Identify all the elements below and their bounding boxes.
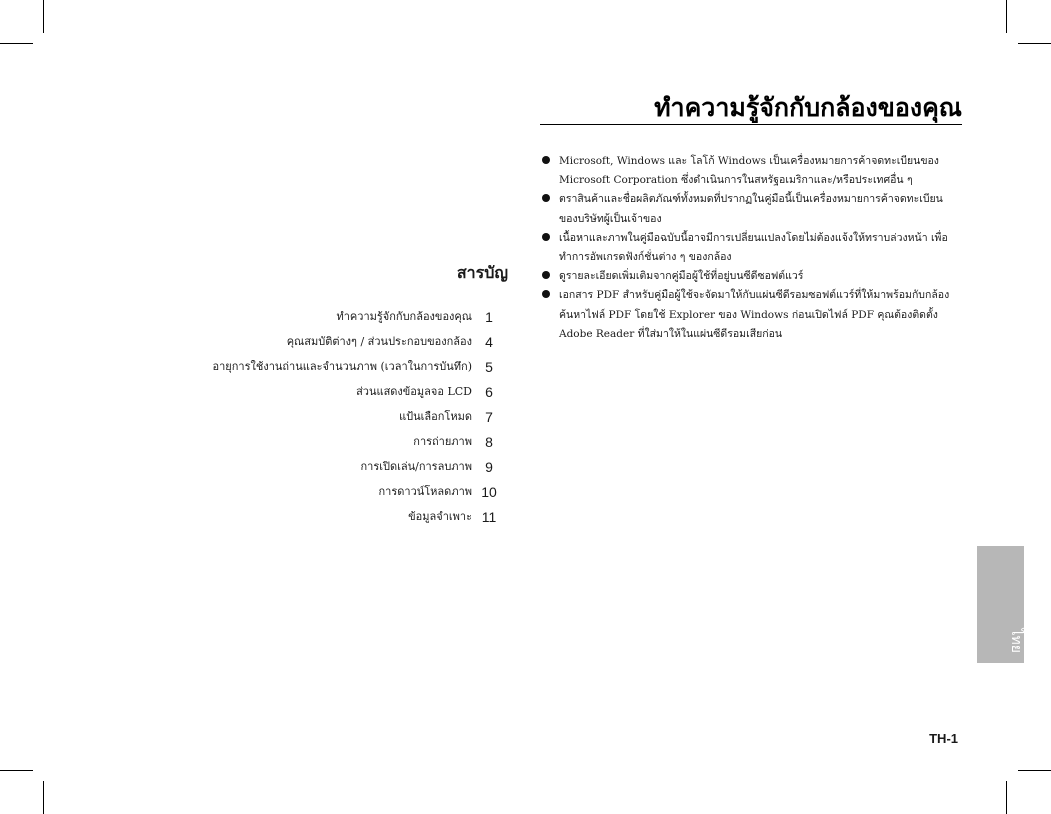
- title-divider: [540, 124, 962, 125]
- crop-mark: [1006, 0, 1007, 33]
- crop-mark: [43, 0, 44, 33]
- toc-entry-page: 5: [485, 359, 493, 375]
- toc-entry-page: 8: [485, 434, 493, 450]
- note-item: [540, 152, 950, 190]
- crop-mark: [43, 781, 44, 814]
- crop-mark: [1018, 770, 1051, 771]
- toc-heading: สารบัญ: [456, 263, 508, 282]
- toc-entry-label: การเปิดเล่น/การลบภาพ: [360, 460, 472, 473]
- crop-mark: [1006, 781, 1007, 814]
- crop-mark: [0, 43, 33, 44]
- toc-entry[interactable]: [150, 456, 502, 481]
- toc-entry[interactable]: [150, 406, 502, 431]
- note-item: [540, 286, 950, 344]
- bullet-icon: [542, 156, 550, 164]
- crop-mark: [0, 770, 33, 771]
- toc-entry-page: 11: [481, 509, 497, 525]
- table-of-contents: [150, 306, 502, 531]
- toc-entry-label: การถ่ายภาพ: [413, 435, 472, 448]
- toc-entry[interactable]: [150, 306, 502, 331]
- toc-entry-label: ส่วนแสดงข้อมูลจอ LCD: [356, 385, 472, 398]
- toc-entry[interactable]: [150, 356, 502, 381]
- note-text: ตราสินค้าและชื่อผลิตภัณฑ์ทั้งหมดที่ปรากฏในคู่มือนี้เป็นเครื่องหมายการค้าจดทะเบียนของบริษัทผู้เป็นเจ้าของ: [559, 193, 943, 225]
- note-text: เนื้อหาและภาพในคู่มือฉบับนี้อาจมีการเปลี่ยนแปลงโดยไม่ต้องแจ้งให้ทราบล่วงหน้า เพื่อทำการอัพเกรดฟังก์ชั่นต่าง ๆ ของกล้อง: [559, 231, 948, 264]
- toc-entry[interactable]: [150, 481, 502, 506]
- toc-entry-page: 10: [481, 484, 497, 500]
- toc-entry-label: คุณสมบัติต่างๆ / ส่วนประกอบของกล้อง: [286, 335, 472, 348]
- toc-entry-page: 7: [485, 409, 493, 425]
- toc-entry-label: ทำความรู้จักกับกล้องของคุณ: [336, 310, 472, 323]
- toc-entry[interactable]: [150, 506, 502, 531]
- bullet-icon: [542, 271, 550, 279]
- bullet-icon: [542, 290, 550, 298]
- toc-entry[interactable]: [150, 331, 502, 356]
- toc-entry-page: 4: [485, 334, 493, 350]
- note-item: [540, 267, 950, 286]
- note-text: Microsoft, Windows และ โลโก้ Windows เป็นเครื่องหมายการค้าจดทะเบียนของ Microsoft Corporation ซึ่งดำเนินการในสหรัฐอเมริกาและ/หรือประเทศอื่น ๆ: [559, 155, 939, 187]
- notes-list: [540, 152, 950, 344]
- bullet-icon: [542, 233, 550, 241]
- note-item: [540, 229, 950, 267]
- toc-entry-label: แป้นเลือกโหมด: [399, 410, 472, 423]
- note-text: เอกสาร PDF สำหรับคู่มือผู้ใช้จะจัดมาให้กับแผ่นซีดีรอมซอฟต์แวร์ที่ให้มาพร้อมกับกล้อง ค้นหาไฟล์ PDF โดยใช้ Explorer ของ Windows ก่อนเปิดไฟล์ PDF คุณต้องติดตั้ง Adobe Reader ที่ใส่มาให้ในแผ่นซีดีรอมเสียก่อน: [559, 289, 950, 340]
- toc-entry-page: 6: [485, 384, 493, 400]
- note-item: [540, 190, 950, 228]
- toc-entry[interactable]: [150, 431, 502, 456]
- bullet-icon: [542, 194, 550, 202]
- language-tab-label: ไทย: [1008, 628, 1024, 653]
- note-text: ดูรายละเอียดเพิ่มเติมจากคู่มือผู้ใช้ที่อยู่บนซีดีซอฟต์แวร์: [559, 270, 804, 283]
- toc-entry-page: 9: [485, 459, 493, 475]
- toc-entry-label: อายุการใช้งานถ่านและจำนวนภาพ (เวลาในการบันทึก): [212, 360, 472, 373]
- toc-entry[interactable]: [150, 381, 502, 406]
- language-tab: [977, 546, 1024, 663]
- toc-entry-label: ข้อมูลจำเพาะ: [408, 510, 472, 523]
- toc-entry-page: 1: [485, 309, 493, 325]
- crop-mark: [1018, 43, 1051, 44]
- toc-entry-label: การดาวน์โหลดภาพ: [378, 485, 472, 498]
- page-title: ทำความรู้จักกับกล้องของคุณ: [654, 93, 962, 122]
- page-number: TH-1: [929, 731, 958, 746]
